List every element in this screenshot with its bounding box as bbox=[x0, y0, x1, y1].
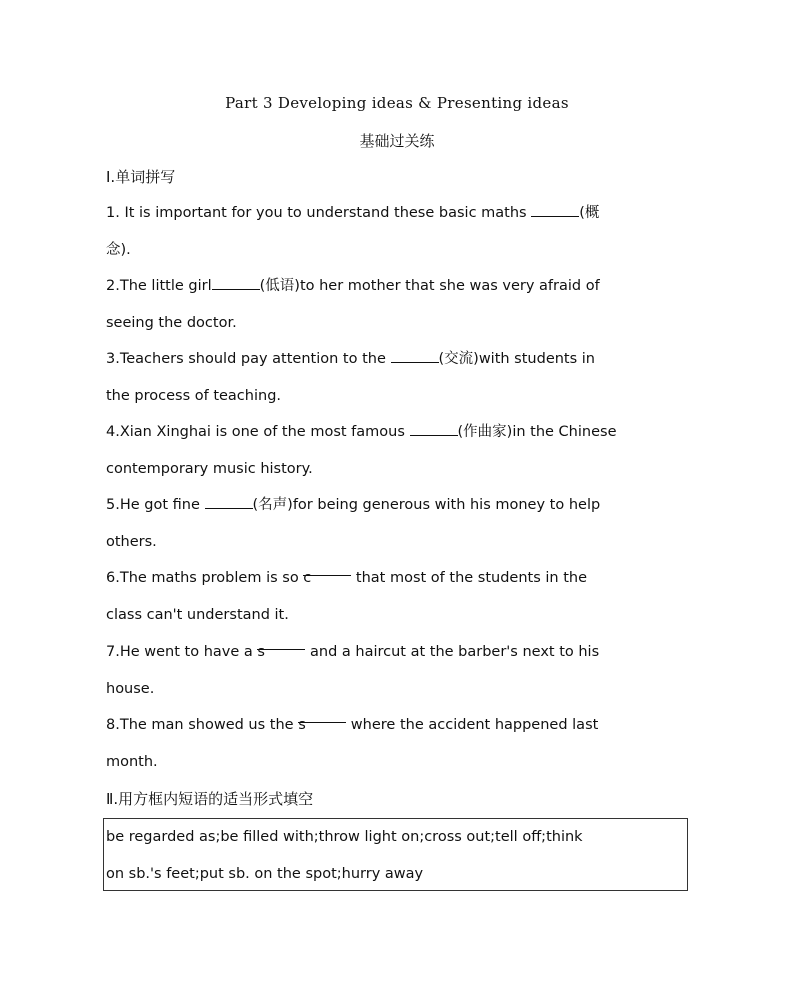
question-4: 4.Xian Xinghai is one of the most famous (作曲家)in the Chinese contemporary music history. bbox=[106, 414, 696, 487]
answer-blank-3[interactable] bbox=[391, 347, 439, 363]
section-2-heading: Ⅱ.用方框内短语的适当形式填空 bbox=[106, 790, 314, 808]
answer-blank-5[interactable] bbox=[205, 493, 253, 509]
question-6: 6.The maths problem is so c that most of the students in the class can't understand it. bbox=[106, 560, 696, 633]
phrase-box bbox=[103, 818, 688, 891]
answer-blank-8[interactable]: s bbox=[298, 707, 346, 723]
answer-blank-7[interactable]: s bbox=[257, 634, 305, 650]
page-title: Part 3 Developing ideas & Presenting ideas bbox=[225, 94, 569, 112]
phrase-box-line-1: be regarded as;be filled with;throw light on;cross out;tell off;think bbox=[106, 829, 583, 845]
question-7: 7.He went to have a s and a haircut at the barber's next to his house. bbox=[106, 634, 696, 707]
page-subtitle: 基础过关练 bbox=[359, 132, 435, 150]
answer-blank-4[interactable] bbox=[410, 420, 458, 436]
question-8: 8.The man showed us the s where the accident happened last month. bbox=[106, 707, 696, 780]
answer-blank-1[interactable] bbox=[531, 201, 579, 217]
question-3: 3.Teachers should pay attention to the (交流)with students in the process of teaching. bbox=[106, 341, 696, 414]
phrase-box-line-2: on sb.'s feet;put sb. on the spot;hurry away bbox=[106, 865, 424, 882]
answer-blank-6[interactable]: c bbox=[303, 560, 351, 576]
section-1-heading: Ⅰ.单词拼写 bbox=[106, 168, 176, 186]
question-1: 1. It is important for you to understand these basic maths (概 念). bbox=[106, 195, 696, 268]
question-5: 5.He got fine (名声)for being generous with his money to help others. bbox=[106, 487, 696, 560]
answer-blank-2[interactable] bbox=[212, 274, 260, 290]
question-2: 2.The little girl (低语)to her mother that she was very afraid of seeing the doctor. bbox=[106, 268, 696, 341]
